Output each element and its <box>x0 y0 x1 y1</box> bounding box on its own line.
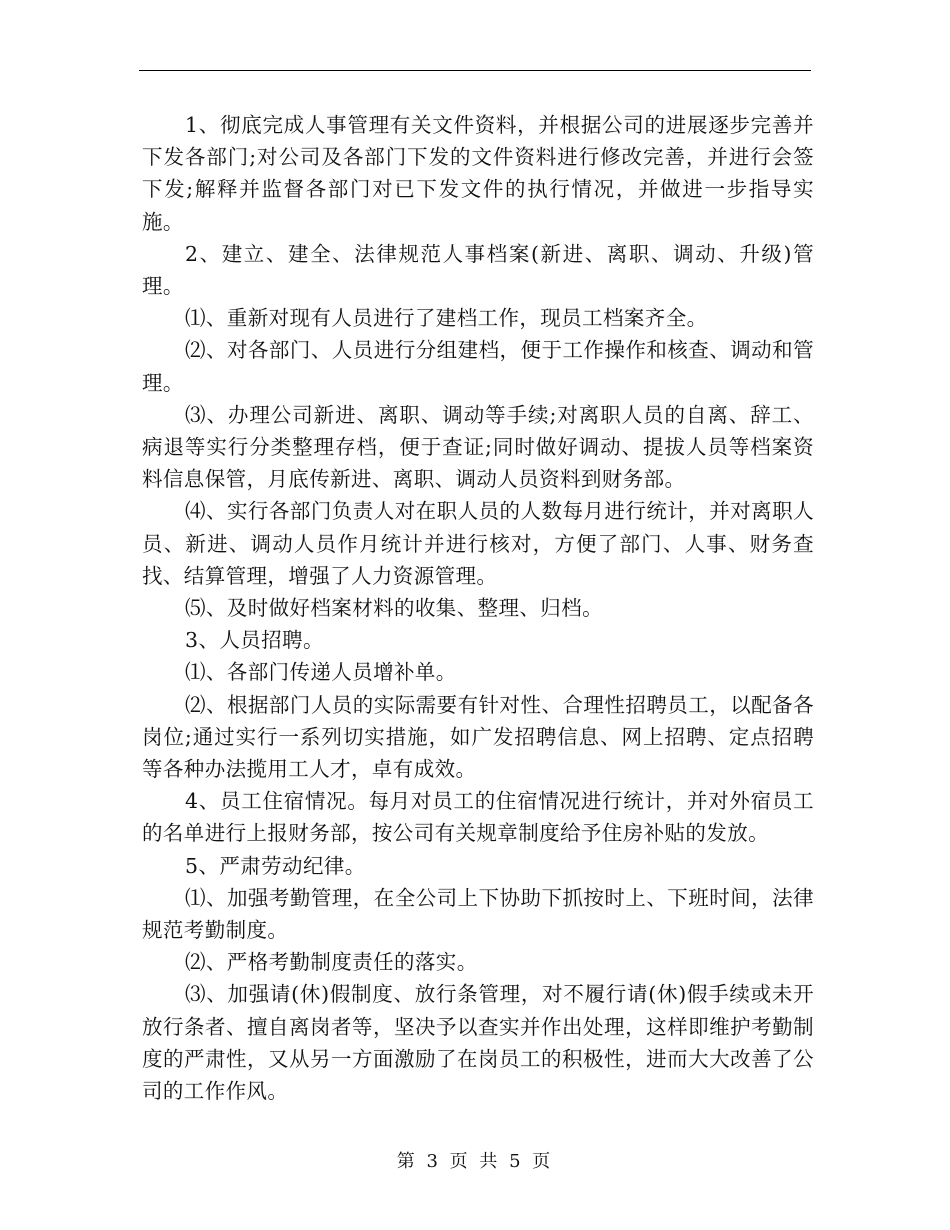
page-number: 第 3 页 共 5 页 <box>396 1151 554 1172</box>
paragraph: 5、严肃劳动纪律。 <box>185 853 366 878</box>
paragraph: 4、员工住宿情况。每月对员工的住宿情况进行统计，并对外宿员工的名单进行上报财务部，按公司有关规章制度给予住房补贴的发放。 <box>142 789 814 846</box>
paragraph: ⑴、重新对现有人员进行了建档工作，现员工档案齐全。 <box>185 306 708 331</box>
header-rule <box>139 70 811 71</box>
paragraph: ⑶、办理公司新进、离职、调动等手续;对离职人员的自离、辞工、病退等实行分类整理存档，便于查证;同时做好调动、提拔人员等档案资料信息保管，月底传新进、离职、调动人员资料到财务部。 <box>142 402 814 492</box>
paragraph: ⑴、加强考勤管理，在全公司上下协助下抓按时上、下班时间，法律规范考勤制度。 <box>142 885 814 943</box>
paragraph: 3、人员招聘。 <box>185 628 324 653</box>
paragraph: ⑵、根据部门人员的实际需要有针对性、合理性招聘员工，以配备各岗位;通过实行一系列切实措施，如广发招聘信息、网上招聘、定点招聘等各种办法揽用工人才，卓有成效。 <box>142 692 814 782</box>
paragraph: 2、建立、建全、法律规范人事档案(新进、离职、调动、升级)管理。 <box>142 241 814 299</box>
paragraph: ⑷、实行各部门负责人对在职人员的人数每月进行统计，并对离职人员、新进、调动人员作月统计并进行核对，方便了部门、人事、财务查找、结算管理，增强了人力资源管理。 <box>142 499 814 588</box>
paragraph: ⑵、对各部门、人员进行分组建档，便于工作操作和核查、调动和管理。 <box>142 338 814 395</box>
paragraph: 1、彻底完成人事管理有关文件资料，并根据公司的进展逐步完善并下发各部门;对公司及各部门下发的文件资料进行修改完善，并进行会签下发;解释并监督各部门对已下发文件的执行情况，并做进一步指导实施。 <box>142 113 814 234</box>
paragraph: ⑶、加强请(休)假制度、放行条管理，对不履行请(休)假手续或未开放行条者、擅自离岗者等，坚决予以查实并作出处理，这样即维护考勤制度的严肃性，又从另一方面激励了在岗员工的积极性，进而大大改善了公司的工作作风。 <box>142 982 814 1104</box>
paragraph: ⑸、及时做好档案材料的收集、整理、归档。 <box>185 596 603 621</box>
document-body <box>142 109 814 1107</box>
paragraph: ⑴、各部门传递人员增补单。 <box>185 660 457 685</box>
paragraph: ⑵、严格考勤制度责任的落实。 <box>185 950 478 975</box>
